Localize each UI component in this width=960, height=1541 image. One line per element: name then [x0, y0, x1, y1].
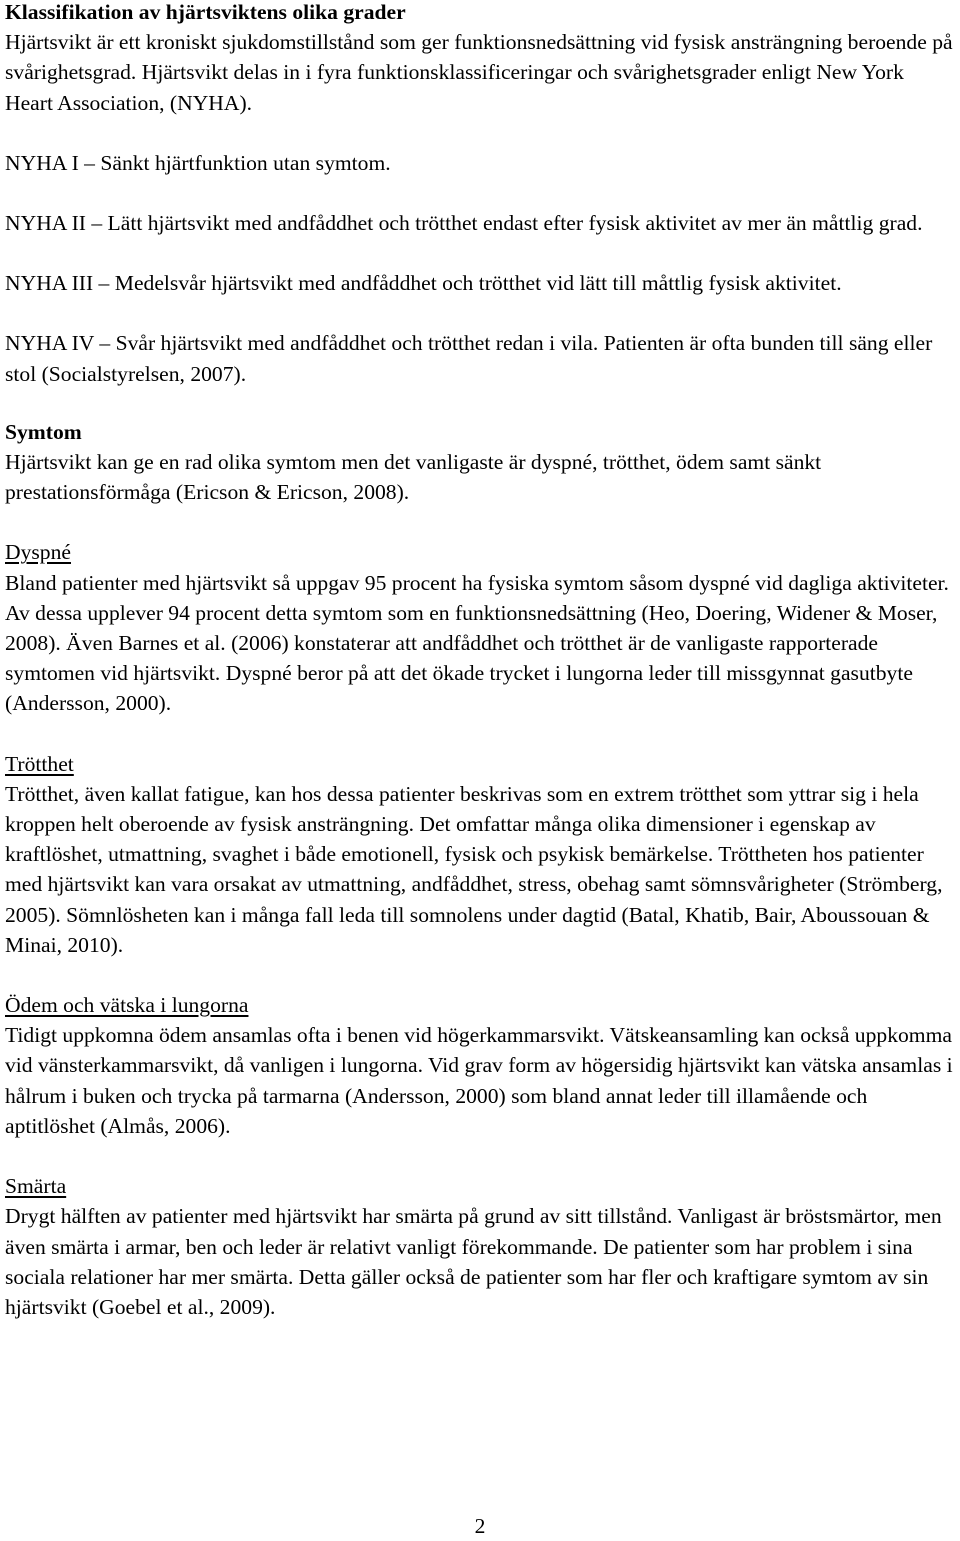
page-number: 2 [474, 1514, 486, 1538]
nyha-4: NYHA IV – Svår hjärtsvikt med andfåddhet och trötthet redan i vila. Patienten är ofta bunden till säng eller stol (Socialstyrelsen, 2007). [5, 331, 933, 386]
nyha-1: NYHA I – Sänkt hjärtfunktion utan symtom. [5, 150, 391, 175]
classification-heading: Klassifikation av hjärtsviktens olika grader [5, 0, 406, 24]
symtom-heading: Symtom [5, 419, 82, 444]
document-page [5, 0, 955, 1322]
nyha-3: NYHA III – Medelsvår hjärtsvikt med andfåddhet och trötthet vid lätt till måttlig fysisk aktivitet. [5, 271, 842, 296]
symtom-text: Hjärtsvikt kan ge en rad olika symtom men det vanligaste är dyspné, trötthet, ödem samt sänkt prestationsförmåga (Ericson & Ericson, 2008). [5, 450, 822, 505]
trotthet-heading: Trötthet [5, 751, 74, 776]
trotthet-text: Trötthet, även kallat fatigue, kan hos dessa patienter beskrivas som en extrem trötthet som yttrar sig i hela kroppen helt oberoende av fysisk ansträngning. Det omfattar många olika dimensioner i egenskap av kraftlöshet, utmattning, svaghet i både emotionell, fysisk och psykisk bemärkelse. Tröttheten hos patienter med hjärtsvikt kan vara orsakat av utmattning, andfåddhet, stress, obehag samt sömnsvårigheter (Strömberg, 2005). Sömnlösheten kan i många fall leda till somnolens under dagtid (Batal, Khatib, Bair, Aboussouan & Minai, 2010). [5, 781, 943, 957]
smarta-heading: Smärta [5, 1174, 67, 1199]
nyha-2: NYHA II – Lätt hjärtsvikt med andfåddhet och trötthet endast efter fysisk aktivitet av mer än måttlig grad. [5, 211, 923, 236]
dyspne-text: Bland patienter med hjärtsvikt så uppgav 95 procent ha fysiska symtom såsom dyspné vid dagliga aktiviteter. Av dessa upplever 94 procent detta symtom som en funktionsnedsättning (Heo, Doering, Widener & Moser, 2008). Även Barnes et al. (2006) konstaterar att andfåddhet och trötthet är de vanligaste rapporterade symtomen vid hjärtsvikt. Dyspné beror på att det ökade trycket i lungorna leder till missgynnat gasutbyte (Andersson, 2000). [5, 570, 949, 716]
dyspne-heading: Dyspné [5, 540, 71, 565]
classification-intro: Hjärtsvikt är ett kroniskt sjukdomstillstånd som ger funktionsnedsättning vid fysisk ansträngning beroende på svårighetsgrad. Hjärtsvikt delas in i fyra funktionsklassificeringar och svårighetsgrader enligt New York Heart Association, (NYHA). [5, 30, 953, 115]
odem-text: Tidigt uppkomna ödem ansamlas ofta i benen vid högerkammarsvikt. Vätskeansamling kan också uppkomma vid vänsterkammarsvikt, då vanligen i lungorna. Vid grav form av högersidig hjärtsvikt kan vätska ansamlas i hålrum i buken och trycka på tarmarna (Andersson, 2000) som bland annat leder till illamående och aptitlöshet (Almås, 2006). [5, 1023, 953, 1138]
odem-heading: Ödem och vätska i lungorna [5, 993, 249, 1018]
smarta-text: Drygt hälften av patienter med hjärtsvikt har smärta på grund av sitt tillstånd. Vanligast är bröstsmärtor, men även smärta i armar, ben och leder är relativt vanligt förekommande. De patienter som har problem i sina sociala relationer har mer smärta. Detta gäller också de patienter som har fler och kraftigare symtom av sin hjärtsvikt (Goebel et al., 2009). [5, 1204, 942, 1319]
